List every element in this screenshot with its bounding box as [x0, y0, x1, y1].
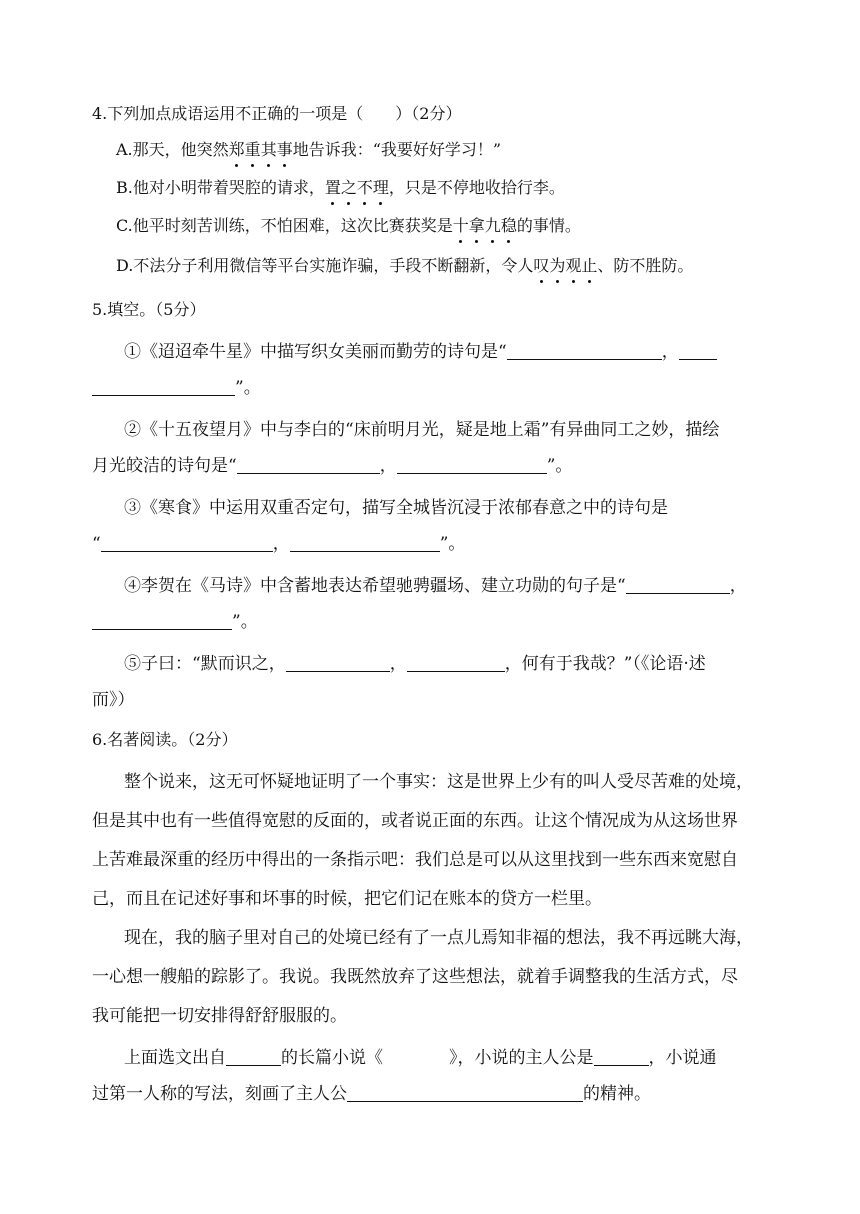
q4-a-pre: A.那天，他突然	[116, 140, 229, 159]
q6-ask-text: 的精神。	[583, 1084, 651, 1104]
q5-item3-line1: ③《寒食》中运用双重否定句，描写全城皆沉浸于浓郁春意之中的诗句是	[124, 498, 668, 518]
answer-blank[interactable]	[679, 343, 717, 360]
dotted-char: 理	[372, 178, 389, 197]
q5-item2-line1: ②《十五夜望月》中与李白的“床前明月光，疑是地上霜”有异曲同工之妙，描绘	[124, 420, 720, 440]
q6-stem: 6.名著阅读。（2分）	[92, 730, 238, 749]
q6-p1-line2: 但是其中也有一些值得宽慰的反面的，或者说正面的东西。让这个情况成为从这场世界	[92, 811, 738, 831]
dotted-char: 九	[484, 216, 501, 235]
q5-item5-line1	[124, 653, 706, 675]
q5-item5-tail: ，何有于我哉？”（《论语·述	[504, 654, 706, 674]
answer-blank[interactable]	[507, 343, 662, 360]
answer-blank[interactable]	[407, 655, 505, 672]
dotted-char: 止	[581, 256, 598, 275]
q6-p2-line3: 我可能把一切安排得舒舒服服的。	[92, 1006, 347, 1026]
q6-ask-text: 的长篇小说《	[281, 1048, 383, 1068]
q6-ask-text: ，小说通	[648, 1048, 717, 1068]
open-quote: “	[92, 534, 101, 554]
q5-item5-text: ⑤子曰：“默而识之，	[124, 654, 286, 674]
answer-blank[interactable]	[237, 457, 380, 474]
q5-item4-text: ④李贺在《马诗》中含蓄地表达希望驰骋疆场、建立功勋的句子是“	[124, 576, 626, 596]
dotted-char: 之	[340, 178, 357, 197]
dotted-char: 事	[276, 140, 293, 159]
answer-blank[interactable]	[397, 457, 547, 474]
close-quote: ”。	[546, 456, 573, 476]
q5-item5-line2: 而》）	[92, 690, 135, 710]
close-quote: ”。	[439, 534, 466, 554]
q4-option-a	[116, 139, 501, 161]
q4-d-post: 、防不胜防。	[597, 256, 694, 275]
q6-ask-text: 》，小说的主人公是	[449, 1048, 594, 1068]
q4-option-d	[116, 255, 693, 277]
comma: ，	[389, 654, 407, 674]
q6-p2-line1: 现在，我的脑子里对自己的处境已经有了一点儿焉知非福的想法，我不再远眺大海，	[124, 928, 753, 948]
q4-option-c	[116, 215, 581, 237]
close-quote: ”。	[232, 612, 258, 632]
dotted-char: 重	[244, 140, 261, 159]
answer-blank[interactable]	[92, 613, 232, 630]
q6-p1-line1: 整个说来，这无可怀疑地证明了一个事实：这是世界上少有的叫人受尽苦难的处境，	[124, 772, 753, 792]
dotted-char: 置	[324, 178, 341, 197]
dotted-char: 稳	[500, 216, 517, 235]
close-quote: ”。	[235, 378, 261, 398]
q4-c-post: 的事情。	[516, 216, 581, 235]
q6-ask-text: 上面选文出自	[124, 1048, 226, 1068]
q4-c-pre: C.他平时刻苦训练，不怕困难，这次比赛获奖是	[116, 216, 453, 235]
q6-question-line2	[92, 1083, 651, 1105]
comma: ，	[729, 576, 747, 596]
dotted-char: 观	[565, 256, 582, 275]
q4-stem: 4.下列加点成语运用不正确的一项是（ ）（2分）	[92, 104, 462, 123]
q5-item4-line2	[92, 611, 258, 633]
dotted-char: 为	[549, 256, 566, 275]
dotted-char: 其	[260, 140, 277, 159]
dotted-char: 郑	[228, 140, 245, 159]
q5-item2-text: 月光皎洁的诗句是“	[92, 456, 237, 476]
dotted-char: 十	[452, 216, 469, 235]
q5-item1-line1	[124, 341, 717, 363]
comma: ，	[661, 342, 679, 362]
comma: ，	[272, 534, 290, 554]
q6-ask-text: 过第一人称的写法，刻画了主人公	[92, 1084, 347, 1104]
dotted-char: 不	[356, 178, 373, 197]
q4-a-post: 地告诉我：“我要好好学习！”	[292, 140, 502, 159]
answer-blank-spirit[interactable]	[347, 1085, 583, 1102]
q5-item1-line2	[92, 377, 261, 399]
q6-question-line1	[124, 1047, 717, 1069]
q5-stem: 5.填空。（5分）	[92, 300, 206, 319]
q6-p1-line3: 上苦难最深重的经历中得出的一条指示吧：我们总是可以从这里找到一些东西来宽慰自	[92, 850, 738, 870]
q4-b-post: ，只是不停地收拾行李。	[388, 178, 565, 197]
answer-blank-author[interactable]	[226, 1049, 281, 1066]
comma: ，	[379, 456, 397, 476]
dotted-char: 拿	[468, 216, 485, 235]
answer-blank[interactable]	[626, 577, 730, 594]
q4-option-b	[116, 177, 565, 199]
q5-item2-line2	[92, 455, 572, 477]
q4-d-pre: D.不法分子利用微信等平台实施诈骗，手段不断翻新，令人	[116, 256, 534, 275]
q6-p1-line4: 己，而且在记述好事和坏事的时候，把它们记在账本的贷方一栏里。	[92, 889, 602, 909]
answer-blank[interactable]	[101, 535, 273, 552]
answer-blank[interactable]	[290, 535, 440, 552]
q6-p2-line2: 一心想一艘船的踪影了。我说。我既然放弃了这些想法，就着手调整我的生活方式，尽	[92, 967, 738, 987]
q5-item4-line1	[124, 575, 747, 597]
q5-item3-line2	[92, 533, 465, 555]
answer-blank-protagonist[interactable]	[594, 1049, 649, 1066]
dotted-char: 叹	[533, 256, 550, 275]
q4-b-pre: B.他对小明带着哭腔的请求，	[116, 178, 325, 197]
answer-blank[interactable]	[92, 379, 235, 396]
q5-item1-text: ①《迢迢牵牛星》中描写织女美丽而勤劳的诗句是“	[124, 342, 507, 362]
answer-blank[interactable]	[286, 655, 390, 672]
